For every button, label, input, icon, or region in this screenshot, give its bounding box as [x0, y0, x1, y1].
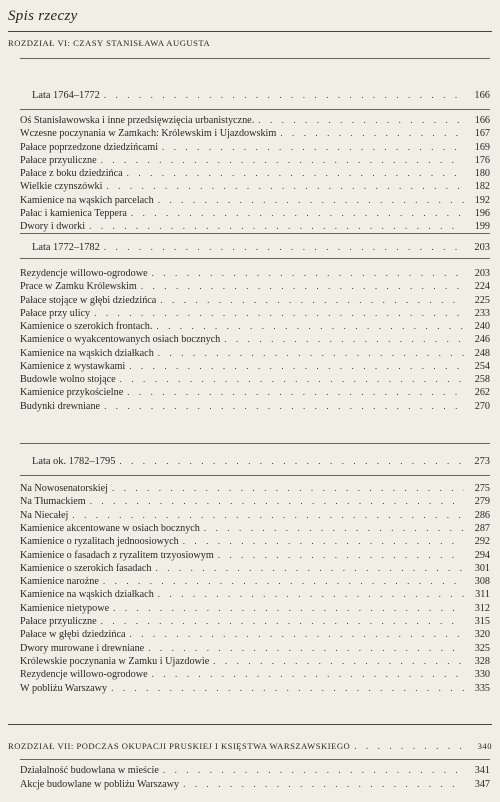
entry-page: 341	[474, 765, 490, 776]
toc-entry	[20, 683, 490, 696]
entry-page: 292	[474, 536, 490, 548]
toc-entry	[20, 295, 490, 308]
section-heading	[32, 242, 490, 253]
toc-entry	[20, 321, 490, 334]
entry-page: 294	[474, 549, 490, 561]
entry-page: 224	[474, 281, 490, 293]
chapter-label: ROZDZIAŁ VI:	[8, 38, 71, 48]
entry-title: Na Nowosenatorskiej	[20, 483, 108, 494]
toc-entry	[20, 208, 490, 221]
section-title: Lata ok. 1782–1795	[32, 456, 116, 467]
leader-dots	[130, 629, 464, 639]
entry-page: 192	[474, 194, 490, 206]
leader-dots	[127, 168, 464, 178]
entry-page: 180	[474, 168, 490, 179]
section-rule	[20, 443, 490, 444]
leader-dots	[119, 456, 464, 466]
entry-page: 246	[474, 334, 490, 346]
leader-dots	[160, 295, 464, 305]
leader-dots	[158, 589, 464, 599]
entry-page: 308	[474, 576, 490, 588]
entry-page: 311	[475, 589, 490, 601]
chapter-label: ROZDZIAŁ VII:	[8, 741, 74, 751]
leader-dots	[127, 387, 464, 397]
leader-dots	[106, 181, 464, 191]
leader-dots	[213, 656, 464, 666]
entry-page: 330	[474, 669, 490, 681]
entry-page: 347	[474, 778, 490, 790]
leader-dots	[101, 155, 464, 165]
leader-dots	[72, 510, 464, 520]
leader-dots	[104, 401, 464, 411]
section-title: Lata 1764–1772	[32, 90, 100, 101]
entry-title: Kamienice o wyakcentowanych osiach bocznych	[20, 334, 221, 346]
leader-dots	[152, 268, 464, 278]
entry-title: Dwory murowane i drewniane	[20, 642, 145, 654]
entry-title: Pałace przyuliczne	[20, 616, 97, 627]
toc-entry	[20, 779, 490, 792]
toc-entry	[20, 387, 490, 400]
chapter-title: CZASY STANISŁAWA AUGUSTA	[73, 38, 211, 48]
leader-dots	[141, 281, 464, 291]
entry-title: Pałac i kamienica Teppera	[20, 207, 127, 219]
toc-entry	[20, 168, 490, 181]
leader-dots	[152, 669, 464, 679]
entry-title: Kamienice o szerokich fasadach	[20, 562, 152, 574]
leader-dots	[111, 683, 464, 693]
toc-entry	[20, 765, 490, 778]
entry-title: Dwory i dworki	[20, 221, 86, 232]
toc-entry	[20, 550, 490, 563]
entry-page: 258	[474, 374, 490, 385]
leader-dots	[113, 603, 464, 613]
leader-dots	[131, 208, 464, 218]
leader-dots	[204, 523, 464, 533]
toc-entry	[20, 589, 490, 602]
section-page: 203	[474, 242, 490, 253]
entry-title: Kamienice o fasadach z ryzalitem trzyosiowym	[20, 549, 214, 561]
entry-title: Rezydencje willowo-ogrodowe	[20, 669, 148, 681]
section-rule	[20, 233, 490, 234]
leader-dots	[156, 563, 464, 573]
toc-entry	[20, 563, 490, 576]
toc-entry	[20, 334, 490, 347]
entry-title: Pałace poprzedzone dziedzińcami	[20, 141, 159, 153]
entry-page: 335	[474, 682, 490, 694]
entry-page: 325	[474, 642, 490, 654]
leader-dots	[112, 483, 464, 493]
toc-entry	[20, 115, 490, 128]
section-heading	[32, 456, 490, 467]
leader-dots	[129, 361, 464, 371]
entry-page: 254	[474, 360, 490, 372]
section-rule	[20, 759, 490, 760]
leader-dots	[104, 242, 464, 252]
entry-page: 182	[474, 181, 490, 193]
leader-dots	[89, 221, 464, 231]
entry-title: Akcje budowlane w pobliżu Warszawy	[20, 778, 180, 790]
leader-dots	[156, 321, 464, 331]
entry-title: Pałace przyuliczne	[20, 154, 97, 166]
toc-entry	[20, 510, 490, 523]
entry-page: 328	[474, 655, 490, 667]
entry-title: Kamienice na wąskich działkach	[20, 589, 154, 601]
section-title: Lata 1772–1782	[32, 242, 100, 253]
entry-title: Pałace stojące w głębi dziedzińca	[20, 294, 157, 306]
leader-dots	[258, 115, 464, 125]
section-rule	[20, 58, 490, 59]
entry-page: 301	[474, 562, 490, 574]
leader-dots	[183, 536, 464, 546]
entry-title: Kamienice na wąskich działkach	[20, 347, 154, 359]
entry-title: Wielkie czynszówki	[20, 181, 103, 193]
entry-title: Budynki drewniane	[20, 400, 101, 412]
entry-title: Na Niecałej	[20, 509, 69, 521]
entry-title: Kamienice narożne	[20, 576, 99, 588]
leader-dots	[162, 142, 464, 152]
entry-title: Pałace z boku dziedzińca	[20, 168, 123, 179]
toc-entry	[20, 281, 490, 294]
entry-page: 233	[474, 307, 490, 319]
entry-page: 203	[474, 268, 490, 279]
toc-entry	[20, 656, 490, 669]
chapter-heading	[8, 38, 492, 48]
chapter-rule	[8, 724, 492, 725]
chapter-rule	[8, 31, 492, 32]
entry-page: 287	[474, 522, 490, 534]
toc-entry	[20, 483, 490, 496]
leader-dots	[183, 779, 464, 789]
toc-entry	[20, 669, 490, 682]
entry-page: 199	[474, 221, 490, 232]
entry-page: 286	[474, 509, 490, 521]
leader-dots	[158, 195, 464, 205]
chapter-title: PODCZAS OKUPACJI PRUSKIEJ I KSIĘSTWA WARSZAWSKIEGO	[76, 741, 351, 751]
running-head: Spis rzeczy	[8, 8, 78, 24]
entry-page: 275	[474, 483, 490, 494]
entry-page: 320	[474, 629, 490, 641]
entry-title: Działalność budowlana w mieście	[20, 765, 159, 776]
leader-dots	[158, 348, 464, 358]
entry-title: Kamienice nietypowe	[20, 602, 110, 614]
section-rule	[20, 258, 490, 259]
entry-page: 248	[474, 347, 490, 359]
leader-dots	[94, 308, 464, 318]
toc-entry	[20, 374, 490, 387]
entry-title: W pobliżu Warszawy	[20, 682, 108, 694]
toc-entry	[20, 155, 490, 168]
leader-dots	[218, 550, 464, 560]
entry-title: Oś Stanisławowska i inne przedsięwzięcia urbanistyczne.	[20, 115, 255, 126]
toc-entry	[20, 629, 490, 642]
leader-dots	[120, 374, 464, 384]
section-rule	[20, 475, 490, 476]
toc-entry	[20, 523, 490, 536]
entry-title: Pałace przy ulicy	[20, 307, 91, 319]
entry-page: 225	[474, 294, 490, 306]
entry-page: 240	[474, 321, 490, 332]
chapter-heading	[8, 741, 492, 751]
entry-title: Na Tłumackiem	[20, 496, 86, 508]
entry-title: Budowle wolno stojące	[20, 374, 116, 385]
entry-title: Wczesne poczynania w Zamkach: Królewskim i Ujazdowskim	[20, 128, 277, 140]
toc-entry	[20, 308, 490, 321]
entry-page: 315	[474, 616, 490, 627]
entry-page: 196	[474, 207, 490, 219]
entry-page: 176	[474, 154, 490, 166]
toc-entry	[20, 643, 490, 656]
entry-title: Kamienice akcentowane w osiach bocznych	[20, 522, 200, 534]
entry-title: Kamienice z wystawkami	[20, 360, 126, 372]
toc-entry	[20, 576, 490, 589]
entry-page: 169	[474, 141, 490, 153]
section-heading	[32, 90, 490, 101]
entry-page: 262	[474, 387, 490, 399]
entry-page: 312	[474, 602, 490, 614]
entry-title: Prace w Zamku Królewskim	[20, 281, 137, 293]
toc-entry	[20, 536, 490, 549]
toc-entry	[20, 603, 490, 616]
entry-title: Kamienice o szerokich frontach.	[20, 321, 153, 332]
section-page: 166	[474, 90, 490, 101]
toc-entry	[20, 195, 490, 208]
toc-entry	[20, 142, 490, 155]
toc-entry	[20, 268, 490, 281]
entry-title: Kamienice na wąskich parcelach	[20, 194, 154, 206]
section-rule	[20, 109, 490, 110]
entry-title: Rezydencje willowo-ogrodowe	[20, 268, 148, 279]
leader-dots	[354, 741, 466, 751]
leader-dots	[280, 128, 464, 138]
leader-dots	[103, 576, 464, 586]
leader-dots	[148, 643, 464, 653]
entry-title: Kamienice przykościelne	[20, 387, 124, 399]
entry-title: Pałace w głębi dziedzińca	[20, 629, 126, 641]
leader-dots	[90, 496, 464, 506]
leader-dots	[104, 90, 464, 100]
leader-dots	[101, 616, 464, 626]
toc-entry	[20, 401, 490, 414]
section-page: 273	[474, 456, 490, 467]
entry-title: Kamienice o ryzalitach jednoosiowych	[20, 536, 179, 548]
leader-dots	[224, 334, 464, 344]
chapter-page: 340	[477, 741, 492, 751]
toc-entry	[20, 616, 490, 629]
toc-entry	[20, 181, 490, 194]
entry-page: 166	[474, 115, 490, 126]
leader-dots	[163, 765, 464, 775]
toc-entry	[20, 128, 490, 141]
entry-page: 279	[474, 496, 490, 508]
toc-entry	[20, 496, 490, 509]
toc-entry	[20, 361, 490, 374]
entry-page: 167	[474, 128, 490, 140]
entry-page: 270	[474, 400, 490, 412]
entry-title: Królewskie poczynania w Zamku i Ujazdowie	[20, 655, 210, 667]
toc-entry	[20, 348, 490, 361]
